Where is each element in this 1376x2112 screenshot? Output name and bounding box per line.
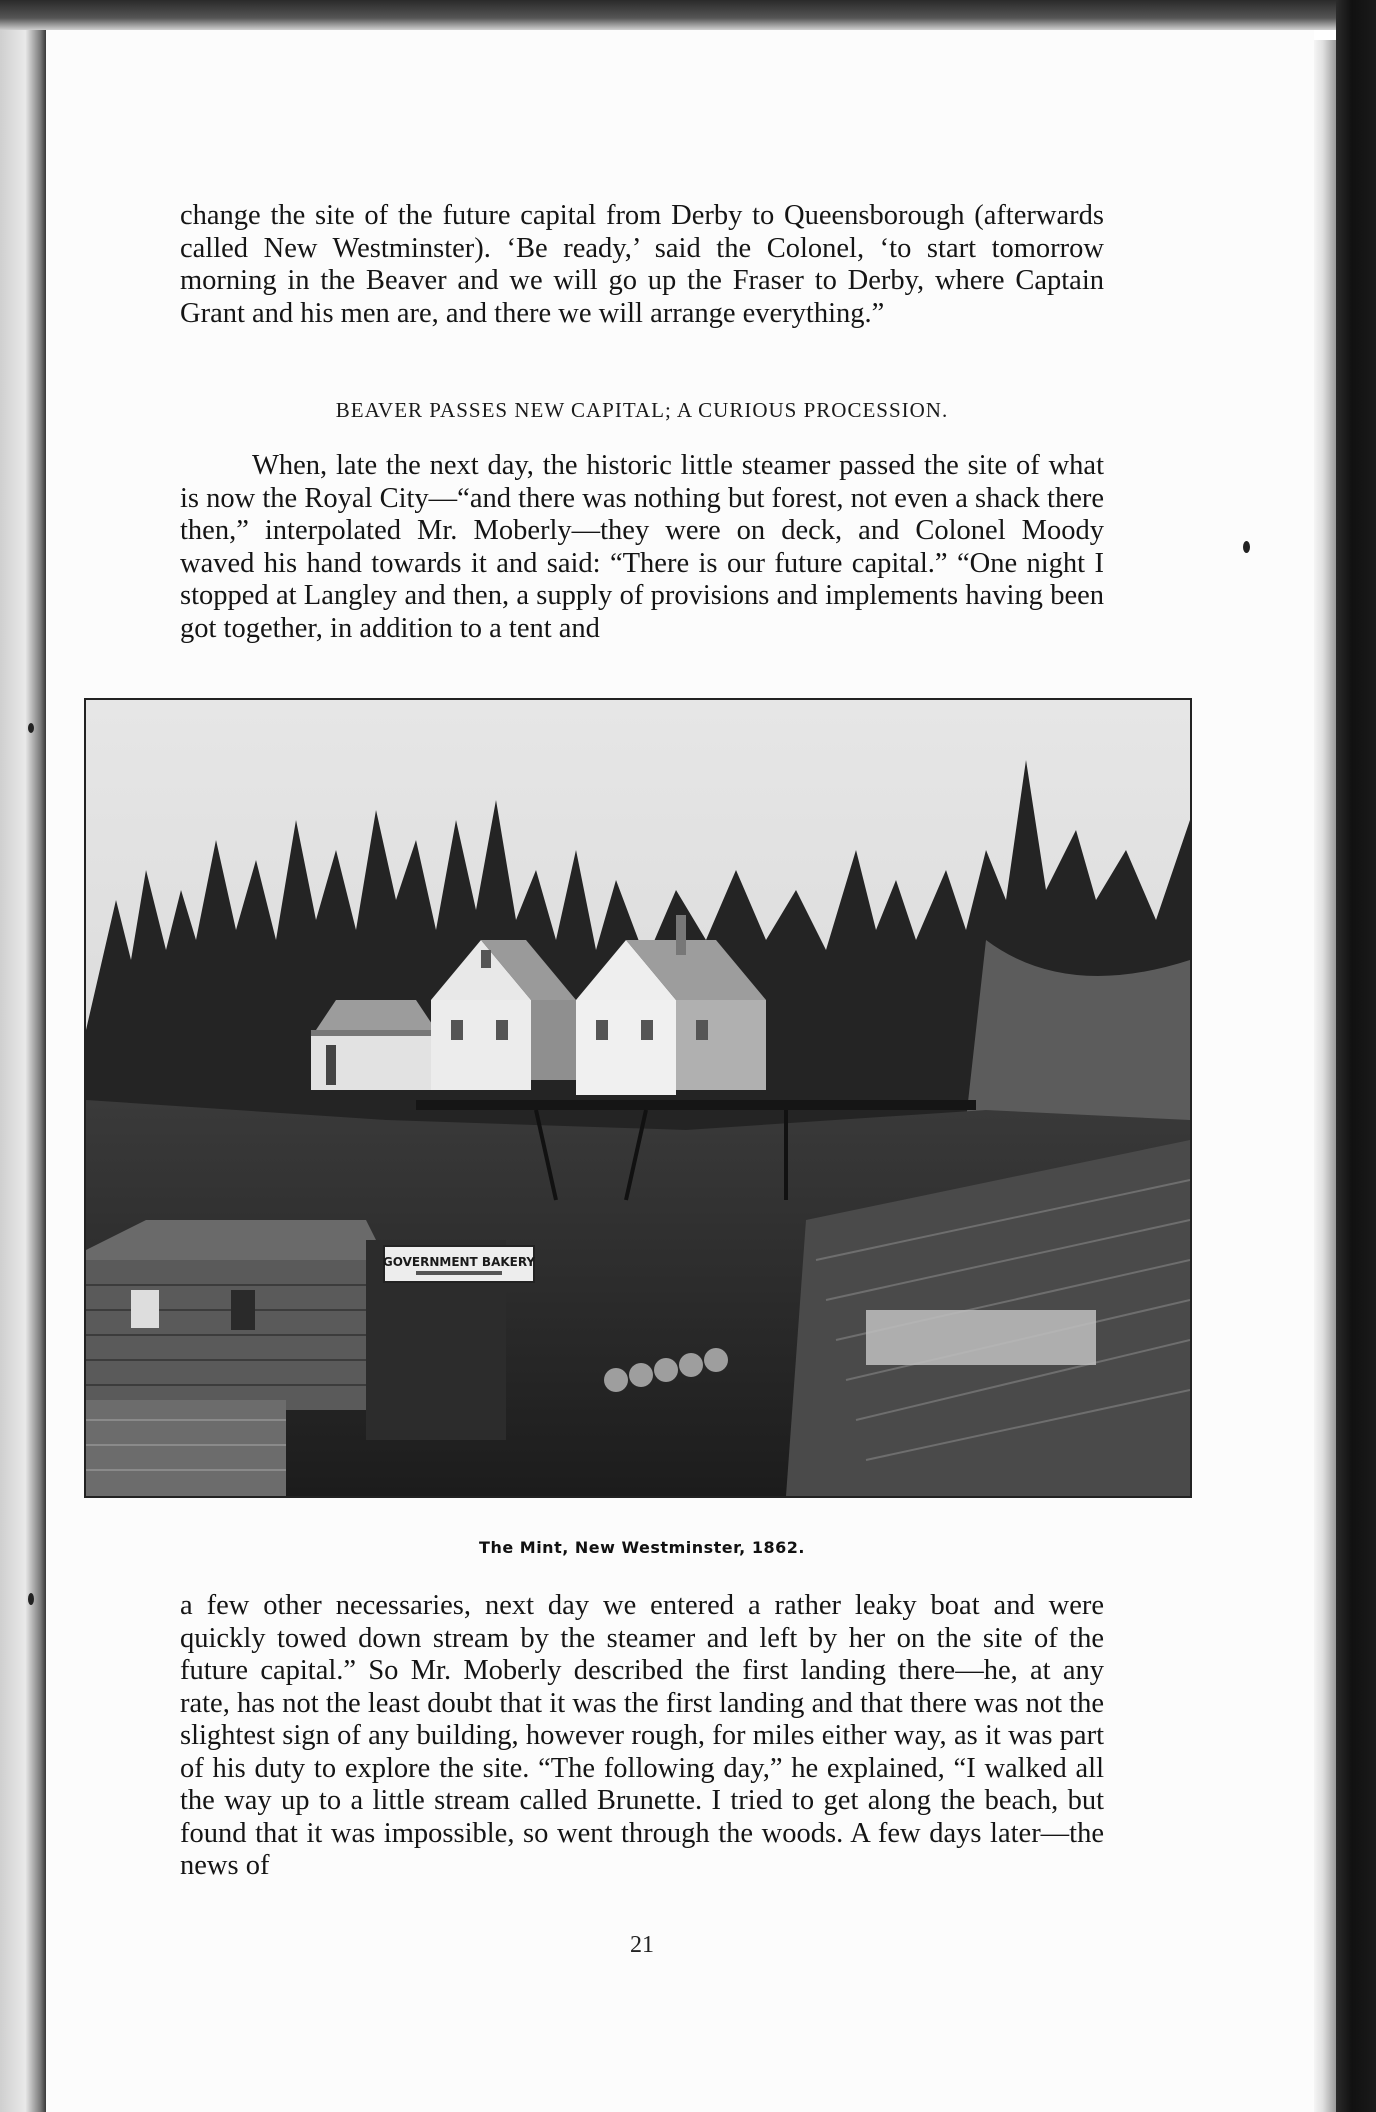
- paragraph-top: change the site of the future capital from Derby to Queensborough (afterwards called New Westminster). ‘Be ready,’ said the Colonel, ‘to start tomorrow morning in the Beaver and we will go up the Fraser to Derby, where Captain Grant and his men are, and there we will arrange everything.”: [180, 200, 1104, 329]
- page-number: 21: [630, 1932, 654, 1958]
- binding-mark: [28, 1593, 34, 1605]
- section-heading: BEAVER PASSES NEW CAPITAL; A CURIOUS PROCESSION.: [335, 398, 949, 422]
- binding-mark: [28, 723, 34, 733]
- scan-right-edge: [1336, 0, 1376, 2112]
- sign-text: GOVERNMENT BAKERY: [382, 1255, 536, 1269]
- photo-illustration: [86, 700, 1190, 1496]
- book-spine-left: [0, 30, 46, 2112]
- historic-photograph: [84, 698, 1192, 1498]
- paragraph-middle: When, late the next day, the historic little steamer passed the site of what is now the Royal City—“and there was nothing but forest, not even a shack there then,” interpolated Mr. Moberly—they were on deck, and Colonel Moody waved his hand towards it and said: “There is our future capital.” “One night I stopped at Langley and then, a supply of provisions and implements having been got together, in addition to a tent and: [180, 450, 1104, 644]
- photo-caption: The Mint, New Westminster, 1862.: [479, 1538, 805, 1557]
- scan-top-edge: [0, 0, 1376, 30]
- house-small: [311, 1000, 436, 1090]
- light-plank-pile: [866, 1310, 1096, 1365]
- page-stack-edge: [1314, 40, 1336, 2112]
- government-bakery-sign: [383, 1246, 536, 1282]
- scan-speck: [1243, 541, 1250, 553]
- paragraph-bottom: a few other necessaries, next day we entered a rather leaky boat and were quickly towed down stream by the steamer and left by her on the site of the future capital.” So Mr. Moberly described the first landing there—he, at any rate, has not the least doubt that it was the first landing and that there was not the slightest sign of any building, however rough, for miles either way, as it was part of his duty to explore the site. “The following day,” he explained, “I walked all the way up to a little stream called Brunette. I tried to get along the beach, but found that it was impossible, so went through the woods. A few days later—the news of: [180, 1590, 1104, 1881]
